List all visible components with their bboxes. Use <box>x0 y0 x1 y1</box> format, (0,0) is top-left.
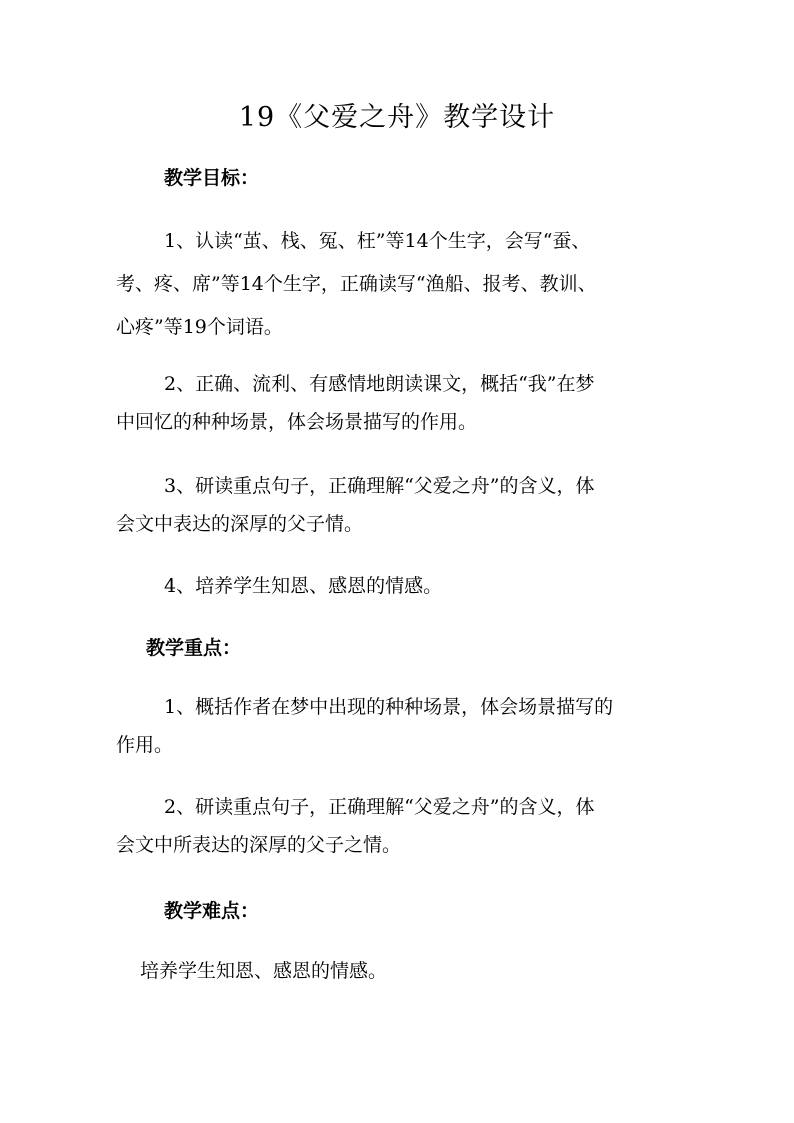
goal-item-1-line-3: 心疼”等19个词语。 <box>116 316 283 338</box>
goal-item-2-line-2: 中回忆的种种场景，体会场景描写的作用。 <box>116 411 478 433</box>
goal-item-1-line-1: 1、认读“茧、栈、冤、枉”等14个生字，会写“蚕、 <box>164 230 591 252</box>
keypoint-item-2 <box>116 788 696 864</box>
goal-item-2 <box>116 365 696 441</box>
keypoint-item-1-line-2: 作用。 <box>116 734 174 756</box>
goal-item-4 <box>116 567 696 605</box>
difficulties-heading: 教学难点： <box>164 900 260 922</box>
keypoint-item-1 <box>116 688 696 764</box>
goal-item-3-line-2: 会文中表达的深厚的父子情。 <box>116 513 364 535</box>
difficulty-text <box>140 952 720 990</box>
goals-heading: 教学目标： <box>164 167 260 189</box>
goal-item-3-line-1: 3、研读重点句子，正确理解“父爱之舟”的含义，体 <box>164 475 595 497</box>
goal-item-4-line-1: 4、培养学生知恩、感恩的情感。 <box>164 575 443 597</box>
difficulty-text-line: 培养学生知恩、感恩的情感。 <box>140 960 388 982</box>
goal-item-3 <box>116 467 696 543</box>
goal-item-1 <box>116 220 696 349</box>
keypoint-item-2-line-2: 会文中所表达的深厚的父子之情。 <box>116 834 402 856</box>
document-title: 19《父爱之舟》教学设计 <box>238 102 556 133</box>
goal-item-2-line-1: 2、正确、流利、有感情地朗读课文，概括“我”在梦 <box>164 373 595 395</box>
goal-item-1-line-2: 考、疼、席”等14个生字，正确读写“渔船、报考、教训、 <box>116 273 597 295</box>
keypoints-heading: 教学重点： <box>146 637 242 659</box>
keypoint-item-1-line-1: 1、概括作者在梦中出现的种种场景，体会场景描写的 <box>164 696 614 718</box>
keypoint-item-2-line-1: 2、研读重点句子，正确理解“父爱之舟”的含义，体 <box>164 796 595 818</box>
